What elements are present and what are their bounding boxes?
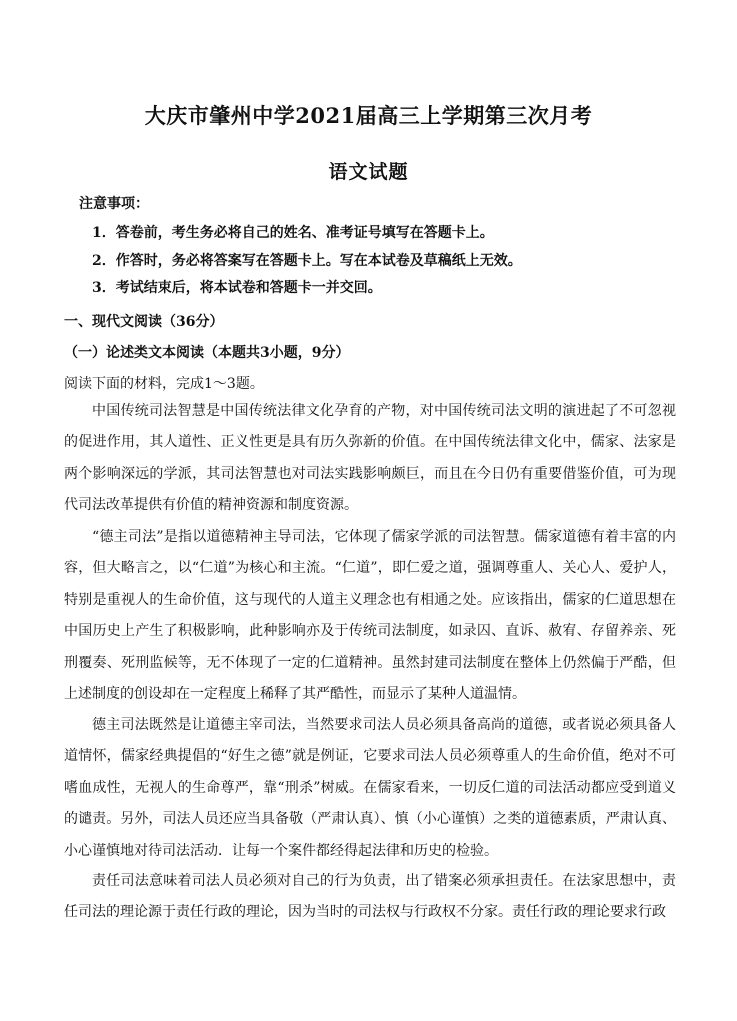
notice-item: 2．作答时，务必将答案写在答题卡上。写在本试卷及草稿纸上无效。 xyxy=(92,253,522,269)
section-heading: 一、现代文阅读（36分） xyxy=(64,314,224,330)
passage-paragraph: 德主司法既然是让道德主宰司法，当然要求司法人员必须具备高尚的道德，或者说必须具备人道情怀，儒家经典提倡的“好生之德”就是例证，它要求司法人员必须尊重人的生命价值，绝对不可嗜血成性，无视人的生命尊严，靠“刑杀”树威。在儒家看来，一切反仁道的司法活动都应受到道义的谴责。另外，司法人员还应当具备敬（严肃认真）、慎（小心谨慎）之类的道德素质，严肃认真、小心谨慎地对待司法活动．让每一个案件都经得起法律和历史的检验。 xyxy=(64,717,676,859)
notice-item: 1．答卷前，考生务必将自己的姓名、准考证号填写在答题卡上。 xyxy=(92,225,494,241)
notice-heading: 注意事项： xyxy=(79,196,149,212)
page-title: 大庆市肇州中学2021届高三上学期第三次月考 xyxy=(144,103,593,128)
page-subtitle: 语文试题 xyxy=(328,161,409,183)
notice-item: 3．考试结束后，将本试卷和答题卡一并交回。 xyxy=(92,280,382,296)
passage-paragraph: 责任司法意味着司法人员必须对自己的行为负责，出了错案必须承担责任。在法家思想中，责任司法的理论源于责任行政的理论，因为当时的司法权与行政权不分家。责任行政的理论要求行政 xyxy=(64,873,676,921)
subsection-heading: （一）论述类文本阅读（本题共3小题，9分） xyxy=(64,345,350,361)
passage-paragraph: “德主司法”是指以道德精神主导司法，它体现了儒家学派的司法智慧。儒家道德有着丰富的内容，但大略言之，以“仁道”为核心和主流。“仁道”，即仁爱之道，强调尊重人、关心人、爱护人，特别是重视人的生命价值，这与现代的人道主义理念也有相通之处。应该指出，儒家的仁道思想在中国历史上产生了积极影响，此种影响亦及于传统司法制度，如录囚、直诉、赦宥、存留养亲、死刑覆奏、死刑监候等，无不体现了一定的仁道精神。虽然封建司法制度在整体上仍然偏于严酷，但上述制度的创设却在一定程度上稀释了其严酷性，而显示了某种人道温情。 xyxy=(64,529,676,703)
reading-instruction: 阅读下面的材料，完成1～3题。 xyxy=(64,376,264,392)
passage-paragraph: 中国传统司法智慧是中国传统法律文化孕育的产物，对中国传统司法文明的演进起了不可忽视的促进作用，其人道性、正义性更是具有历久弥新的价值。在中国传统法律文化中，儒家、法家是两个影响深远的学派，其司法智慧也对司法实践影响颇巨，而且在今日仍有重要借鉴价值，可为现代司法改革提供有价值的精神资源和制度资源。 xyxy=(64,403,676,514)
